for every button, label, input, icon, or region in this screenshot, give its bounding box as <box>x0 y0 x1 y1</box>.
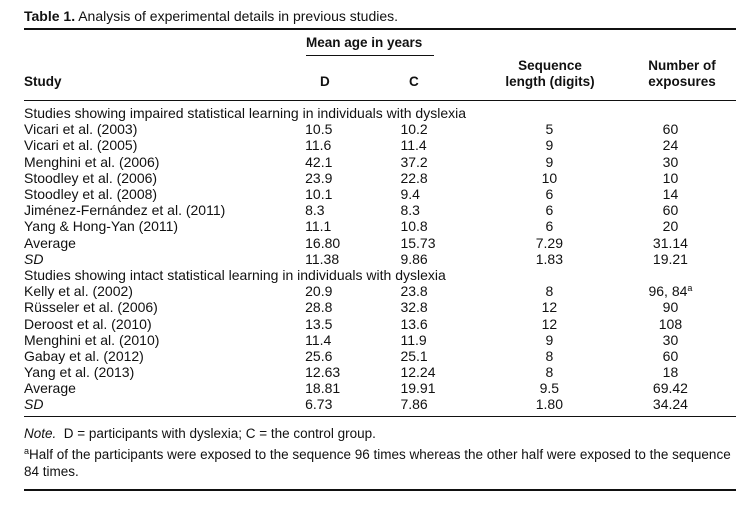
cell-d-text: 10.5 <box>305 121 333 138</box>
cell-c <box>400 315 493 331</box>
cell-d <box>305 348 400 364</box>
cell-sequence-text: 6 <box>545 202 554 219</box>
cell-study <box>24 299 305 315</box>
cell-study <box>24 121 305 137</box>
cell-c-text: 13.6 <box>400 315 428 332</box>
cell-d-text: 8.3 <box>305 202 325 219</box>
cell-d <box>305 283 400 299</box>
cell-exposures <box>605 235 736 251</box>
cell-exposures-text: 60 <box>662 202 679 219</box>
cell-sequence-text: 12 <box>541 315 558 332</box>
cell-d-text: 23.9 <box>305 169 333 186</box>
footnote-text: Half of the participants were exposed to the sequence 96 times whereas the other half were exposed to the sequence 84 times. <box>24 446 731 479</box>
cell-exposures-text: 14 <box>662 186 679 203</box>
cell-c-text: 11.9 <box>400 331 427 348</box>
cell-d-text: 16.80 <box>305 234 341 251</box>
cell-exposures-text: 30 <box>662 153 679 170</box>
cell-exposures <box>605 283 736 299</box>
header-subrule <box>306 55 434 56</box>
cell-d-text: 11.38 <box>305 250 340 267</box>
cell-sequence-text: 1.83 <box>535 250 563 267</box>
cell-study <box>24 251 305 267</box>
cell-study-text: Vicari et al. (2003) <box>24 121 138 138</box>
cell-d <box>305 218 400 234</box>
cell-c <box>400 137 493 153</box>
cell-study-text: Gabay et al. (2012) <box>24 347 144 364</box>
group-heading: Studies showing impaired statistical learning in individuals with dyslexia <box>24 105 466 122</box>
table-row <box>24 283 736 299</box>
cell-d-text: 20.9 <box>305 283 333 300</box>
cell-exposures <box>605 154 736 170</box>
cell-study <box>24 348 305 364</box>
cell-study <box>24 332 305 348</box>
cell-exposures-text: 60 <box>662 121 679 138</box>
cell-exposures <box>605 218 736 234</box>
table-row <box>24 202 736 218</box>
cell-d-text: 10.1 <box>305 186 333 203</box>
header-study: Study <box>24 74 62 89</box>
table-row <box>24 315 736 331</box>
group-heading-row <box>24 105 736 121</box>
cell-exposures <box>605 396 736 412</box>
cell-c <box>400 380 493 396</box>
table-body <box>24 105 736 413</box>
cell-study <box>24 186 305 202</box>
cell-d-text: 12.63 <box>305 364 341 381</box>
cell-c-text: 32.8 <box>400 299 428 316</box>
cell-study <box>24 380 305 396</box>
cell-d <box>305 121 400 137</box>
cell-exposures-text: 31.14 <box>652 234 688 251</box>
cell-c-text: 19.91 <box>400 380 436 397</box>
cell-c <box>400 170 493 186</box>
cell-sequence <box>494 348 605 364</box>
cell-sequence-text: 8 <box>545 347 554 364</box>
cell-d <box>305 202 400 218</box>
cell-c-text: 37.2 <box>400 153 428 170</box>
header-exposures <box>628 58 736 90</box>
cell-c <box>400 348 493 364</box>
cell-sequence <box>494 251 605 267</box>
cell-c <box>400 283 493 299</box>
header-exposures-line2: exposures <box>648 74 716 89</box>
cell-sequence <box>494 364 605 380</box>
cell-study <box>24 202 305 218</box>
group-heading-row <box>24 267 736 283</box>
header-sequence-line2: length (digits) <box>505 74 595 89</box>
cell-sequence-text: 12 <box>541 299 558 316</box>
cell-exposures-text: 10 <box>662 169 679 186</box>
cell-study <box>24 170 305 186</box>
cell-d <box>305 315 400 331</box>
body-bottom-rule <box>24 416 736 417</box>
cell-d <box>305 364 400 380</box>
footnote <box>24 446 736 480</box>
cell-study <box>24 235 305 251</box>
table-row <box>24 218 736 234</box>
cell-sequence-text: 6 <box>545 186 554 203</box>
cell-c-text: 15.73 <box>400 234 436 251</box>
table-notes <box>24 425 736 480</box>
cell-exposures <box>605 380 736 396</box>
table-row <box>24 121 736 137</box>
cell-sequence <box>494 154 605 170</box>
cell-c-text: 12.24 <box>400 364 436 381</box>
cell-exposures-text: 60 <box>662 347 679 364</box>
cell-sequence-text: 5 <box>545 121 554 138</box>
cell-sequence <box>494 218 605 234</box>
table-row <box>24 154 736 170</box>
table-row <box>24 251 736 267</box>
cell-c <box>400 121 493 137</box>
cell-study-text: Deroost et al. (2010) <box>24 315 152 332</box>
cell-d <box>305 137 400 153</box>
cell-sequence-text: 6 <box>545 218 554 235</box>
cell-study <box>24 283 305 299</box>
cell-sequence <box>494 202 605 218</box>
cell-c <box>400 235 493 251</box>
cell-sequence-text: 9 <box>545 153 554 170</box>
header-exposures-line1: Number of <box>648 58 716 73</box>
cell-c-text: 10.8 <box>400 218 428 235</box>
cell-d-text: 13.5 <box>305 315 333 332</box>
cell-sequence-text: 8 <box>545 283 554 300</box>
cell-study <box>24 218 305 234</box>
header-c: C <box>409 74 419 89</box>
note-text: D = participants with dyslexia; C = the control group. <box>56 425 376 441</box>
cell-exposures-text: 34.24 <box>652 396 688 413</box>
cell-exposures-text: 18 <box>662 364 679 381</box>
table-row <box>24 364 736 380</box>
cell-exposures <box>605 186 736 202</box>
cell-study-text: SD <box>24 250 44 267</box>
cell-sequence <box>494 170 605 186</box>
footnote-mark: a <box>24 445 30 456</box>
cell-sequence <box>494 235 605 251</box>
cell-exposures-text: 30 <box>662 331 679 348</box>
cell-d-text: 18.81 <box>305 380 341 397</box>
cell-d <box>305 170 400 186</box>
cell-sequence <box>494 186 605 202</box>
cell-sequence-text: 9 <box>545 331 554 348</box>
cell-sequence-text: 9 <box>545 137 554 154</box>
header-rule <box>24 100 736 101</box>
cell-exposures <box>605 121 736 137</box>
cell-exposures <box>605 137 736 153</box>
cell-d <box>305 235 400 251</box>
cell-d <box>305 186 400 202</box>
cell-sequence <box>494 283 605 299</box>
cell-study-text: Yang et al. (2013) <box>24 364 135 381</box>
cell-c <box>400 299 493 315</box>
cell-sequence <box>494 137 605 153</box>
cell-study-text: Kelly et al. (2002) <box>24 283 133 300</box>
cell-sequence <box>494 121 605 137</box>
cell-d <box>305 332 400 348</box>
cell-study <box>24 315 305 331</box>
cell-exposures <box>605 170 736 186</box>
table-header <box>24 30 736 100</box>
cell-sequence-text: 7.29 <box>535 234 563 251</box>
cell-exposures <box>605 315 736 331</box>
table-row <box>24 380 736 396</box>
group-heading: Studies showing intact statistical learning in individuals with dyslexia <box>24 266 446 283</box>
cell-study <box>24 364 305 380</box>
cell-d-text: 6.73 <box>305 396 333 413</box>
header-d: D <box>320 74 330 89</box>
table-row <box>24 299 736 315</box>
cell-sequence <box>494 380 605 396</box>
cell-c-text: 9.86 <box>400 250 428 267</box>
cell-study-text: Rüsseler et al. (2006) <box>24 299 158 316</box>
cell-study-text: Menghini et al. (2010) <box>24 331 160 348</box>
cell-exposures <box>605 251 736 267</box>
table-row <box>24 348 736 364</box>
cell-d-text: 11.4 <box>305 331 332 348</box>
table-figure <box>24 6 736 491</box>
cell-exposures-text: 69.42 <box>652 380 688 397</box>
cell-study-text: Menghini et al. (2006) <box>24 153 160 170</box>
cell-c <box>400 332 493 348</box>
cell-exposures <box>605 202 736 218</box>
cell-sequence <box>494 396 605 412</box>
cell-study-text: Stoodley et al. (2006) <box>24 169 158 186</box>
cell-c <box>400 396 493 412</box>
cell-c-text: 25.1 <box>400 347 428 364</box>
cell-study-text: Average <box>24 380 76 397</box>
cell-exposures <box>605 348 736 364</box>
header-sequence-line1: Sequence <box>518 58 582 73</box>
cell-study-text: Vicari et al. (2005) <box>24 137 138 154</box>
cell-exposures <box>605 299 736 315</box>
cell-c <box>400 186 493 202</box>
cell-sequence <box>494 299 605 315</box>
table-row <box>24 396 736 412</box>
cell-sequence-text: 10 <box>541 169 558 186</box>
cell-d-text: 28.8 <box>305 299 333 316</box>
cell-d-text: 25.6 <box>305 347 333 364</box>
cell-sequence-text: 8 <box>545 364 554 381</box>
cell-d <box>305 380 400 396</box>
table-row <box>24 332 736 348</box>
table-row <box>24 186 736 202</box>
cell-sequence-text: 1.80 <box>535 396 563 413</box>
cell-sequence-text: 9.5 <box>539 380 560 397</box>
cell-c-text: 22.8 <box>400 169 428 186</box>
cell-exposures <box>605 332 736 348</box>
cell-study-text: Stoodley et al. (2008) <box>24 186 158 203</box>
cell-sequence <box>494 315 605 331</box>
cell-c-text: 11.4 <box>400 137 427 154</box>
cell-exposures-text: 20 <box>662 218 679 235</box>
cell-d-text: 11.6 <box>305 137 332 154</box>
footnote-ref: a <box>687 283 693 294</box>
cell-exposures-text: 108 <box>658 315 683 332</box>
cell-d-text: 11.1 <box>305 218 332 235</box>
cell-exposures-text: 24 <box>662 137 679 154</box>
cell-study <box>24 396 305 412</box>
cell-d-text: 42.1 <box>305 153 333 170</box>
cell-study-text: Yang & Hong-Yan (2011) <box>24 218 179 235</box>
cell-study <box>24 154 305 170</box>
cell-c-text: 9.4 <box>400 186 420 203</box>
cell-d <box>305 154 400 170</box>
cell-c <box>400 364 493 380</box>
cell-exposures-text: 90 <box>662 299 679 316</box>
note-line <box>24 425 736 442</box>
caption-label: Table 1. <box>24 8 76 24</box>
cell-c <box>400 154 493 170</box>
cell-study-text: Jiménez-Fernández et al. (2011) <box>24 202 226 219</box>
header-sequence <box>490 58 610 90</box>
cell-d <box>305 299 400 315</box>
cell-d <box>305 396 400 412</box>
cell-c <box>400 218 493 234</box>
cell-c-text: 10.2 <box>400 121 428 138</box>
cell-d <box>305 251 400 267</box>
note-label: Note. <box>24 425 57 441</box>
cell-c <box>400 202 493 218</box>
bottom-rule <box>24 489 736 491</box>
cell-study-text: Average <box>24 234 76 251</box>
data-table <box>24 105 736 413</box>
cell-c-text: 7.86 <box>400 396 428 413</box>
table-caption <box>24 6 736 28</box>
cell-c-text: 23.8 <box>400 283 428 300</box>
cell-sequence <box>494 332 605 348</box>
cell-study-text: SD <box>24 396 44 413</box>
table-row <box>24 235 736 251</box>
cell-c-text: 8.3 <box>400 202 420 219</box>
table-row <box>24 137 736 153</box>
cell-study <box>24 137 305 153</box>
cell-c <box>400 251 493 267</box>
cell-exposures-text: 96, 84 <box>648 283 688 300</box>
table-row <box>24 170 736 186</box>
caption-text: Analysis of experimental details in previous studies. <box>75 8 399 24</box>
header-mean-age: Mean age in years <box>306 35 423 50</box>
cell-exposures-text: 19.21 <box>652 250 688 267</box>
cell-exposures <box>605 364 736 380</box>
